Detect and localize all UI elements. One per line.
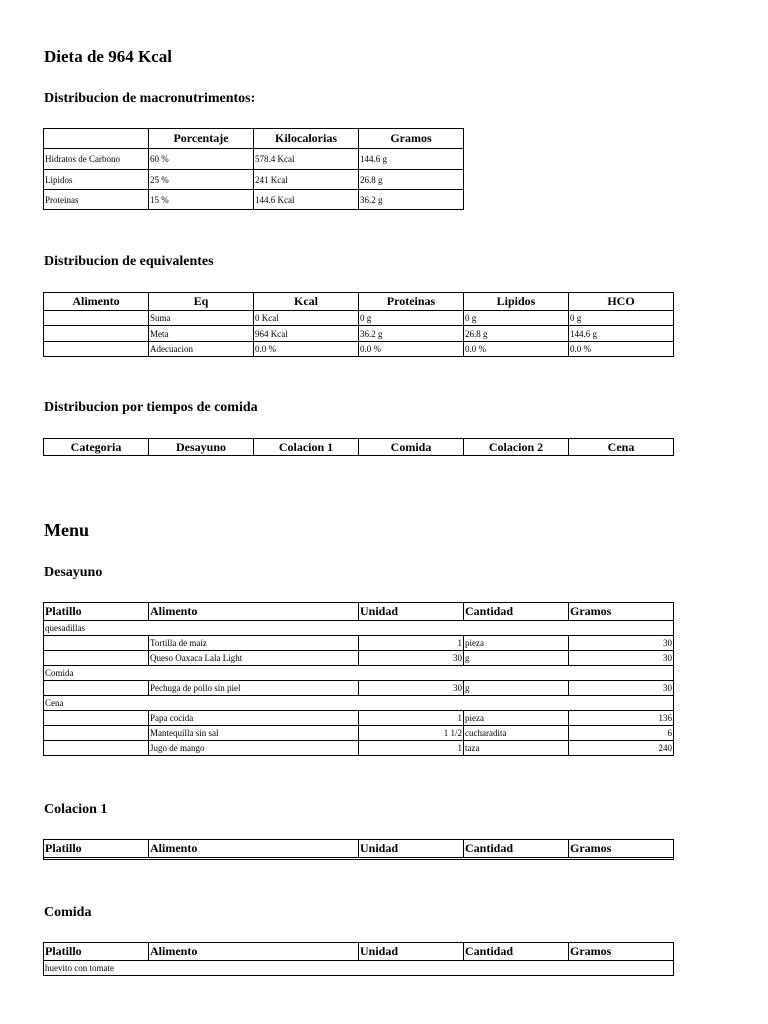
unidad-cell: 1 (359, 636, 464, 651)
menu-header-cell: Unidad (359, 943, 464, 961)
gramos-cell: 30 (569, 681, 674, 696)
equiv-cell: 0 Kcal (254, 311, 359, 326)
macro-cell: 144.6 Kcal (254, 190, 359, 210)
gramos-cell: 30 (569, 636, 674, 651)
empty-cell (44, 651, 149, 666)
tiempos-header-cell: Desayuno (149, 439, 254, 456)
menu-header-cell: Platillo (44, 943, 149, 961)
gramos-cell: 6 (569, 726, 674, 741)
menu-header-cell: Unidad (359, 603, 464, 621)
tiempos-header-cell: Colacion 1 (254, 439, 359, 456)
tiempos-heading: Distribucion por tiempos de comida (44, 400, 258, 415)
table-row (44, 311, 674, 326)
alimento-cell: Jugo de mango (149, 741, 359, 756)
tiempos-header-cell: Cena (569, 439, 674, 456)
unidad-cell: 1 (359, 711, 464, 726)
tiempos-header-row (44, 439, 674, 456)
menu-header-cell: Platillo (44, 603, 149, 621)
macro-cell: 144.6 g (359, 149, 464, 170)
empty-cell (44, 741, 149, 756)
menu-header-cell: Unidad (359, 840, 464, 858)
equiv-cell: 0.0 % (569, 342, 674, 357)
gramos-cell: 136 (569, 711, 674, 726)
empty-cell (44, 726, 149, 741)
cantidad-cell: pieza (464, 711, 569, 726)
equiv-header-cell: HCO (569, 293, 674, 311)
macro-cell: 26.8 g (359, 170, 464, 190)
comida-heading: Comida (44, 905, 92, 920)
macro-cell: 25 % (149, 170, 254, 190)
menu-header-cell: Alimento (149, 943, 359, 961)
equiv-header-cell: Eq (149, 293, 254, 311)
menu-header-row (44, 603, 674, 621)
platillo-row (44, 621, 674, 636)
alimento-cell: Queso Oaxaca Lala Light (149, 651, 359, 666)
equiv-cell: 36.2 g (359, 326, 464, 342)
desayuno-table (43, 602, 674, 756)
platillo-row (44, 961, 674, 976)
unidad-cell: 1 (359, 741, 464, 756)
equiv-table (43, 292, 674, 357)
equiv-cell: 26.8 g (464, 326, 569, 342)
equiv-header-cell: Proteinas (359, 293, 464, 311)
table-row (44, 149, 464, 170)
macro-cell: Lipidos (44, 170, 149, 190)
empty-cell (44, 636, 149, 651)
macro-header-row (44, 129, 464, 149)
macro-cell: Proteinas (44, 190, 149, 210)
platillo-name: huevito con tomate (44, 961, 674, 976)
platillo-name: Comida (44, 666, 674, 681)
colacion1-heading: Colacion 1 (44, 802, 108, 817)
menu-header-cell: Alimento (149, 603, 359, 621)
macro-cell: 241 Kcal (254, 170, 359, 190)
equiv-cell: 0 g (569, 311, 674, 326)
macro-header-cell (44, 129, 149, 149)
cantidad-cell: taza (464, 741, 569, 756)
equiv-cell (44, 326, 149, 342)
table-row (44, 726, 674, 741)
alimento-cell: Tortilla de maíz (149, 636, 359, 651)
equiv-heading: Distribucion de equivalentes (44, 254, 214, 269)
equiv-cell: 964 Kcal (254, 326, 359, 342)
macro-cell: 36.2 g (359, 190, 464, 210)
equiv-cell: 0.0 % (359, 342, 464, 357)
macro-cell: 15 % (149, 190, 254, 210)
unidad-cell: 1 1/2 (359, 726, 464, 741)
empty-row (44, 858, 674, 860)
table-row (44, 342, 674, 357)
macro-cell: 60 % (149, 149, 254, 170)
table-row (44, 326, 674, 342)
menu-title: Menu (44, 520, 89, 540)
unidad-cell: 30 (359, 681, 464, 696)
empty-cell (44, 858, 674, 860)
table-row (44, 190, 464, 210)
unidad-cell: 30 (359, 651, 464, 666)
equiv-header-cell: Kcal (254, 293, 359, 311)
equiv-header-row (44, 293, 674, 311)
macro-header-cell: Gramos (359, 129, 464, 149)
macro-cell: 578.4 Kcal (254, 149, 359, 170)
desayuno-heading: Desayuno (44, 565, 103, 580)
equiv-cell: 0.0 % (464, 342, 569, 357)
cantidad-cell: g (464, 681, 569, 696)
table-row (44, 651, 674, 666)
equiv-cell: 0 g (359, 311, 464, 326)
equiv-cell (44, 311, 149, 326)
comida-table (43, 942, 674, 976)
platillo-name: quesadillas (44, 621, 674, 636)
tiempos-header-cell: Comida (359, 439, 464, 456)
table-row (44, 741, 674, 756)
macro-header-cell: Porcentaje (149, 129, 254, 149)
cantidad-cell: cucharadita (464, 726, 569, 741)
alimento-cell: Pechuga de pollo sin piel (149, 681, 359, 696)
tiempos-table (43, 438, 674, 456)
menu-header-cell: Cantidad (464, 603, 569, 621)
platillo-row (44, 696, 674, 711)
equiv-cell: 0 g (464, 311, 569, 326)
menu-header-cell: Gramos (569, 943, 674, 961)
equiv-header-cell: Lipidos (464, 293, 569, 311)
menu-header-cell: Platillo (44, 840, 149, 858)
macro-header-cell: Kilocalorias (254, 129, 359, 149)
equiv-cell: Adecuacion (149, 342, 254, 357)
menu-header-cell: Cantidad (464, 943, 569, 961)
table-row (44, 681, 674, 696)
page-title: Dieta de 964 Kcal (44, 47, 172, 66)
gramos-cell: 30 (569, 651, 674, 666)
cantidad-cell: g (464, 651, 569, 666)
tiempos-header-cell: Categoria (44, 439, 149, 456)
empty-cell (44, 681, 149, 696)
equiv-cell: Suma (149, 311, 254, 326)
table-row (44, 170, 464, 190)
table-row (44, 711, 674, 726)
alimento-cell: Papa cocida (149, 711, 359, 726)
table-row (44, 636, 674, 651)
macro-cell: Hidratos de Carbono (44, 149, 149, 170)
equiv-cell: 144.6 g (569, 326, 674, 342)
menu-header-row (44, 840, 674, 858)
cantidad-cell: pieza (464, 636, 569, 651)
menu-header-row (44, 943, 674, 961)
platillo-name: Cena (44, 696, 674, 711)
menu-header-cell: Gramos (569, 840, 674, 858)
menu-header-cell: Gramos (569, 603, 674, 621)
menu-header-cell: Cantidad (464, 840, 569, 858)
equiv-cell: 0.0 % (254, 342, 359, 357)
equiv-cell (44, 342, 149, 357)
alimento-cell: Mantequilla sin sal (149, 726, 359, 741)
menu-header-cell: Alimento (149, 840, 359, 858)
platillo-row (44, 666, 674, 681)
empty-cell (44, 711, 149, 726)
equiv-header-cell: Alimento (44, 293, 149, 311)
macro-heading: Distribucion de macronutrimentos: (44, 91, 256, 106)
gramos-cell: 240 (569, 741, 674, 756)
tiempos-header-cell: Colacion 2 (464, 439, 569, 456)
macro-table (43, 128, 464, 210)
colacion1-table (43, 839, 674, 860)
equiv-cell: Meta (149, 326, 254, 342)
